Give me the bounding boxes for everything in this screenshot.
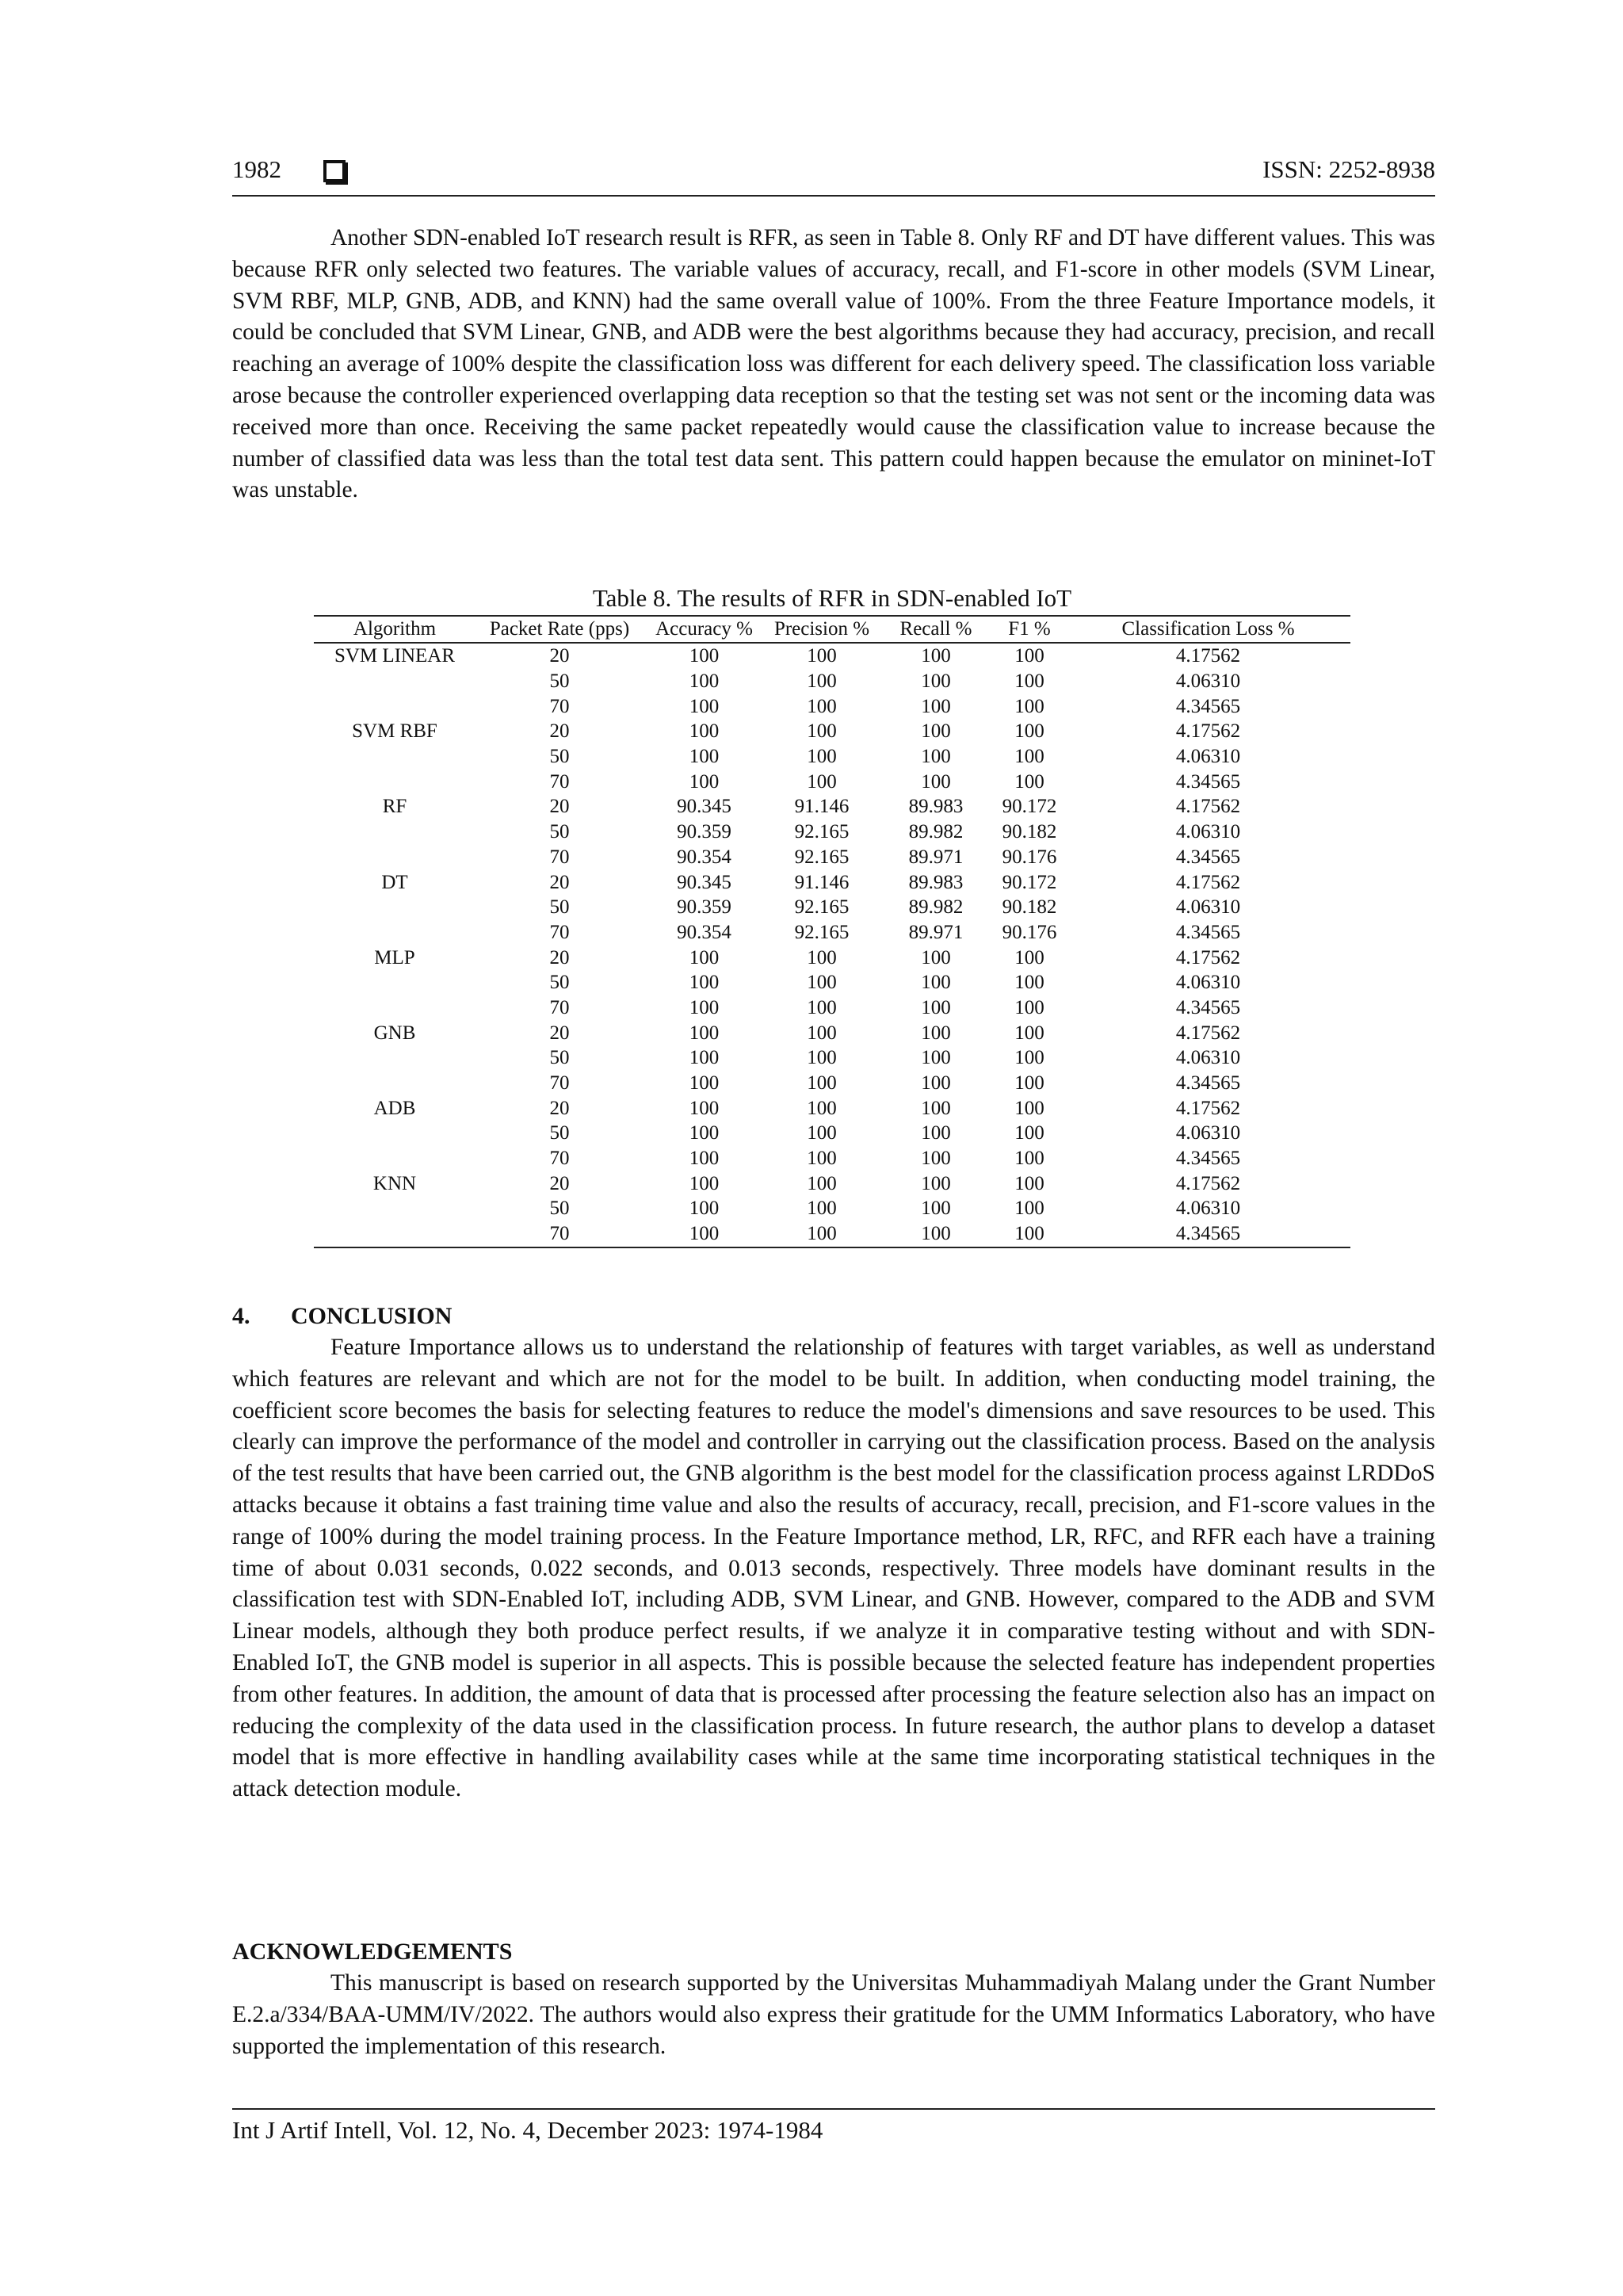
table-cell: 100 [921, 695, 951, 717]
table-cell [314, 970, 475, 995]
section-number: 4. [232, 1303, 250, 1329]
table-cell: 100 [807, 1022, 837, 1044]
table-row [314, 1196, 1350, 1221]
table-cell: 100 [689, 695, 720, 717]
table-row [314, 970, 1350, 995]
table-cell: 89.971 [908, 846, 964, 868]
table-cell: 100 [807, 1148, 837, 1170]
table-cell: 4.17562 [1175, 1022, 1241, 1044]
table-cell: 4.17562 [1175, 645, 1241, 667]
table-cell: 50 [549, 972, 570, 994]
column-header: F1 % [1008, 618, 1051, 640]
table-cell: 4.06310 [1175, 821, 1241, 843]
table-cell: 92.165 [794, 821, 850, 843]
table-cell: 100 [807, 1072, 837, 1095]
table-cell: 90.354 [677, 846, 731, 868]
table-cell: 100 [1014, 1122, 1044, 1144]
table-cell: 100 [689, 720, 720, 743]
table-cell: 100 [921, 1172, 951, 1194]
table-cell [314, 995, 475, 1021]
table-cell: 70 [549, 921, 570, 943]
table-row [314, 895, 1350, 920]
table-cell: 100 [807, 746, 837, 768]
table-cell: 4.17562 [1175, 1172, 1241, 1194]
table-cell: 100 [921, 946, 951, 968]
table-cell: 50 [549, 670, 570, 693]
table-cell: 100 [689, 670, 720, 693]
table-cell: ADB [373, 1097, 416, 1119]
table-cell: 100 [1014, 1172, 1044, 1194]
table-cell: 100 [1014, 746, 1044, 768]
table-cell: 100 [689, 946, 720, 968]
table-cell: 100 [689, 972, 720, 994]
table-cell: 100 [807, 996, 837, 1018]
table-cell: 100 [807, 972, 837, 994]
table-cell: 70 [549, 1072, 570, 1095]
issn: ISSN: 2252-8938 [1262, 155, 1435, 183]
table-cell [314, 1196, 475, 1221]
table-cell: 100 [807, 1223, 837, 1245]
table-cell: 70 [549, 1148, 570, 1170]
table-cell: 4.06310 [1175, 1198, 1241, 1220]
table-cell: 4.06310 [1175, 1122, 1241, 1144]
table-cell: MLP [374, 946, 415, 968]
table-cell: KNN [372, 1172, 417, 1194]
table-cell [314, 920, 475, 946]
table-cell: 100 [807, 645, 837, 667]
table-cell: RF [382, 796, 407, 818]
table-cell: 4.34565 [1175, 921, 1241, 943]
table-row [314, 769, 1350, 794]
table-cell: 100 [921, 1022, 951, 1044]
table-cell: 90.172 [1002, 871, 1057, 893]
table-cell: 89.983 [908, 796, 964, 818]
table-cell: 90.345 [677, 871, 731, 893]
conclusion-paragraph: Feature Importance allows us to understand the relationship of features with target variables, as well as understand which features are relevant and which are not for the model to be built. In addition, when conducting model training, the coefficient score becomes the basis for selecting features to reduce the model's dimensions and save resources to be used. This clearly can improve the performance of the model and controller in carrying out the classification process. Based on the analysis of the test results that have been carried out, the GNB algorithm is the best model for the classification process against LRDDoS attacks because it obtains a fast training time value and also the results of accuracy, recall, precision, and F1-score values in the range of 100% during the model training process. In the Feature Importance method, LR, RFC, and RFR each have a training time of about 0.031 seconds, 0.022 seconds, and 0.013 seconds, respectively. Three models have dominant results in the classification test with SDN-Enabled IoT, including ADB, SVM Linear, and GNB. However, compared to the ADB and SVM Linear models, although they both produce perfect results, if we analyze it in comparative testing without and with SDN-Enabled IoT, the GNB model is superior in all aspects. This is possible because the selected feature has independent properties from other features. In addition, the amount of data that is processed after processing the feature selection also has an impact on reducing the complexity of the data used in the classification process. In future research, the author plans to develop a dataset model that is more effective in handling availability cases while at the same time incorporating statistical techniques in the attack detection module. [232, 1335, 1435, 1802]
table-cell: 90.354 [677, 921, 731, 943]
table-cell: 100 [689, 1022, 720, 1044]
table-cell: 90.359 [677, 896, 731, 919]
table-cell: 4.06310 [1175, 896, 1241, 919]
table-row [314, 1171, 1350, 1196]
table-row [314, 669, 1350, 694]
table-cell: 100 [1014, 1148, 1044, 1170]
page-number: 1982 [232, 155, 281, 183]
table-cell: 100 [1014, 670, 1044, 693]
table-cell: 89.971 [908, 921, 964, 943]
table-row [314, 819, 1350, 845]
acknowledgements-heading: ACKNOWLEDGEMENTS [232, 1939, 513, 1965]
table-cell: 100 [1014, 1047, 1044, 1069]
table-cell: 100 [1014, 1022, 1044, 1044]
table-cell [314, 769, 475, 794]
column-header: Accuracy % [655, 618, 753, 640]
table-cell: 100 [807, 770, 837, 793]
table-cell: 70 [549, 1223, 570, 1245]
table-cell: 70 [549, 996, 570, 1018]
table-cell: 20 [549, 946, 570, 968]
table-cell: 4.34565 [1175, 770, 1241, 793]
table-cell: 4.17562 [1175, 796, 1241, 818]
table-cell: 90.172 [1002, 796, 1057, 818]
table-cell: 4.17562 [1175, 871, 1241, 893]
table-cell: 20 [549, 645, 570, 667]
table-row [314, 744, 1350, 770]
table-cell: 4.17562 [1175, 946, 1241, 968]
table-cell: 100 [807, 720, 837, 743]
table-row [314, 719, 1350, 744]
table-cell: 4.34565 [1175, 846, 1241, 868]
table-cell [314, 819, 475, 845]
table-cell: 20 [549, 1097, 570, 1119]
table-cell: 100 [1014, 1072, 1044, 1095]
table-row [314, 1221, 1350, 1247]
table-cell: 92.165 [794, 896, 850, 919]
column-header: Precision % [773, 618, 870, 640]
table-cell: 4.34565 [1175, 1072, 1241, 1095]
table-cell: 100 [689, 1198, 720, 1220]
table-cell: 100 [921, 720, 951, 743]
table-cell: 100 [1014, 695, 1044, 717]
table-cell [314, 693, 475, 719]
table-row [314, 995, 1350, 1021]
table-cell: 90.182 [1002, 821, 1057, 843]
table-cell [314, 1071, 475, 1096]
table-row [314, 693, 1350, 719]
table-cell: 89.982 [908, 821, 964, 843]
table-cell: 100 [1014, 720, 1044, 743]
table-row [314, 945, 1350, 970]
conclusion-heading [232, 1301, 452, 1332]
table-cell: 91.146 [794, 871, 850, 893]
table-body [314, 643, 1350, 1247]
table-cell: 100 [1014, 645, 1044, 667]
acknowledgements-paragraph: This manuscript is based on research supported by the Universitas Muhammadiyah Malang under the Grant Number E.2.a/334/BAA-UMM/IV/2022. The authors would also express their gratitude for the UMM Informatics Laboratory, who have supported the implementation of this research. [232, 1970, 1435, 2059]
table-cell: 4.34565 [1175, 1148, 1241, 1170]
table-cell: 90.176 [1002, 846, 1057, 868]
table-cell: 90.176 [1002, 921, 1057, 943]
table-cell [314, 1221, 475, 1247]
table-cell: 4.06310 [1175, 670, 1241, 693]
square-bullet-icon [323, 160, 346, 182]
footer-citation: Int J Artif Intell, Vol. 12, No. 4, December 2023: 1974-1984 [232, 2116, 823, 2144]
table-cell: 50 [549, 896, 570, 919]
table-row [314, 1020, 1350, 1045]
table-cell: 20 [549, 720, 570, 743]
table-cell: 100 [689, 1223, 720, 1245]
table-cell: 100 [689, 770, 720, 793]
table-cell: 90.182 [1002, 896, 1057, 919]
table-cell: 100 [689, 746, 720, 768]
table-cell: 100 [921, 1047, 951, 1069]
table-cell: 100 [1014, 996, 1044, 1018]
table-cell: 100 [689, 1047, 720, 1069]
section-title: CONCLUSION [291, 1303, 453, 1329]
table-cell: 100 [689, 996, 720, 1018]
table-row [314, 643, 1350, 669]
table-cell: 100 [921, 645, 951, 667]
table-cell: 100 [1014, 972, 1044, 994]
table-cell: 70 [549, 770, 570, 793]
table-cell: DT [381, 871, 408, 893]
table-cell: 4.06310 [1175, 972, 1241, 994]
table-cell [314, 1146, 475, 1171]
table-cell [314, 669, 475, 694]
table-cell: 100 [1014, 946, 1044, 968]
table-cell: 4.34565 [1175, 996, 1241, 1018]
table-cell: 89.983 [908, 871, 964, 893]
column-header: Packet Rate (pps) [489, 618, 630, 640]
table-cell: 20 [549, 796, 570, 818]
table-cell: 20 [549, 1172, 570, 1194]
table-row [314, 1071, 1350, 1096]
table-cell: 50 [549, 1047, 570, 1069]
table-cell: 100 [921, 972, 951, 994]
table-cell: 50 [549, 1198, 570, 1220]
table-cell: 20 [549, 871, 570, 893]
table-cell: 100 [921, 996, 951, 1018]
table-cell: 100 [921, 1223, 951, 1245]
table-cell [314, 1121, 475, 1146]
table-cell: 100 [1014, 1223, 1044, 1245]
table-cell: 100 [807, 1097, 837, 1119]
table-cell: 100 [689, 1172, 720, 1194]
table-cell: 100 [921, 1072, 951, 1095]
table-cell: 100 [1014, 770, 1044, 793]
table-cell: 100 [807, 1122, 837, 1144]
table-cell: 100 [689, 645, 720, 667]
table-cell: 100 [921, 746, 951, 768]
table-cell: 4.34565 [1175, 1223, 1241, 1245]
table-cell: 4.17562 [1175, 1097, 1241, 1119]
table-cell: 91.146 [794, 796, 850, 818]
page-footer [232, 2108, 1435, 2145]
table-cell: 4.06310 [1175, 746, 1241, 768]
table-cell: 100 [689, 1072, 720, 1095]
table-cell: 100 [1014, 1097, 1044, 1119]
table-cell: 50 [549, 821, 570, 843]
table-cell: GNB [373, 1022, 416, 1044]
table-row [314, 794, 1350, 819]
table-cell: 89.982 [908, 896, 964, 919]
table-cell [314, 845, 475, 870]
column-header: Algorithm [353, 618, 437, 640]
table-cell: 50 [549, 746, 570, 768]
table-cell: 100 [807, 1172, 837, 1194]
table-row [314, 1121, 1350, 1146]
table-cell: 100 [807, 670, 837, 693]
table-cell: 92.165 [794, 921, 850, 943]
table-cell: 100 [921, 1122, 951, 1144]
table-cell [314, 895, 475, 920]
table-cell: 100 [921, 770, 951, 793]
table-cell: SVM LINEAR [334, 645, 456, 667]
column-header: Classification Loss % [1121, 618, 1295, 640]
table-cell: 100 [689, 1122, 720, 1144]
table-cell: 100 [921, 1097, 951, 1119]
table-cell [314, 1045, 475, 1071]
table-cell: 100 [921, 670, 951, 693]
table-cell: 100 [921, 1148, 951, 1170]
table-cell: 4.06310 [1175, 1047, 1241, 1069]
table-cell: 20 [549, 1022, 570, 1044]
table-cell: 90.345 [677, 796, 731, 818]
table-cell: 100 [807, 1198, 837, 1220]
table-cell: 100 [689, 1097, 720, 1119]
table-row [314, 869, 1350, 895]
table-cell: 70 [549, 695, 570, 717]
table-row [314, 1045, 1350, 1071]
results-table [314, 615, 1350, 1248]
table-row [314, 1146, 1350, 1171]
table-cell: 92.165 [794, 846, 850, 868]
table-cell: 50 [549, 1122, 570, 1144]
table-cell: 4.34565 [1175, 695, 1241, 717]
table-cell: 100 [689, 1148, 720, 1170]
table-cell: 4.17562 [1175, 720, 1241, 743]
intro-paragraph: Another SDN-enabled IoT research result is RFR, as seen in Table 8. Only RF and DT have different values. This was because RFR only selected two features. The variable values of accuracy, recall, and F1-score in other models (SVM Linear, SVM RBF, MLP, GNB, ADB, and KNN) had the same overall value of 100%. From the three Feature Importance models, it could be concluded that SVM Linear, GNB, and ADB were the best algorithms because they had accuracy, precision, and recall reaching an average of 100% despite the classification loss was different for each delivery speed. The classification loss variable arose because the controller experienced overlapping data reception so that the testing set was not sent or the incoming data was received more than once. Receiving the same packet repeatedly would cause the classification value to increase because the number of classified data was less than the total test data sent. This pattern could happen because the emulator on mininet-IoT was unstable. [232, 225, 1435, 503]
table-cell: SVM RBF [352, 720, 437, 743]
table-row [314, 845, 1350, 870]
table-row [314, 1095, 1350, 1121]
table-cell: 100 [807, 946, 837, 968]
table-header-row [314, 616, 1350, 643]
table-caption: Table 8. The results of RFR in SDN-enabled IoT [592, 584, 1072, 612]
table-cell: 100 [1014, 1198, 1044, 1220]
table-cell: 100 [921, 1198, 951, 1220]
table-cell: 100 [807, 1047, 837, 1069]
table-cell: 90.359 [677, 821, 731, 843]
table-cell [314, 744, 475, 770]
table-row [314, 920, 1350, 946]
table-cell: 70 [549, 846, 570, 868]
page-header [232, 155, 1435, 197]
column-header: Recall % [899, 618, 972, 640]
table-cell: 100 [807, 695, 837, 717]
